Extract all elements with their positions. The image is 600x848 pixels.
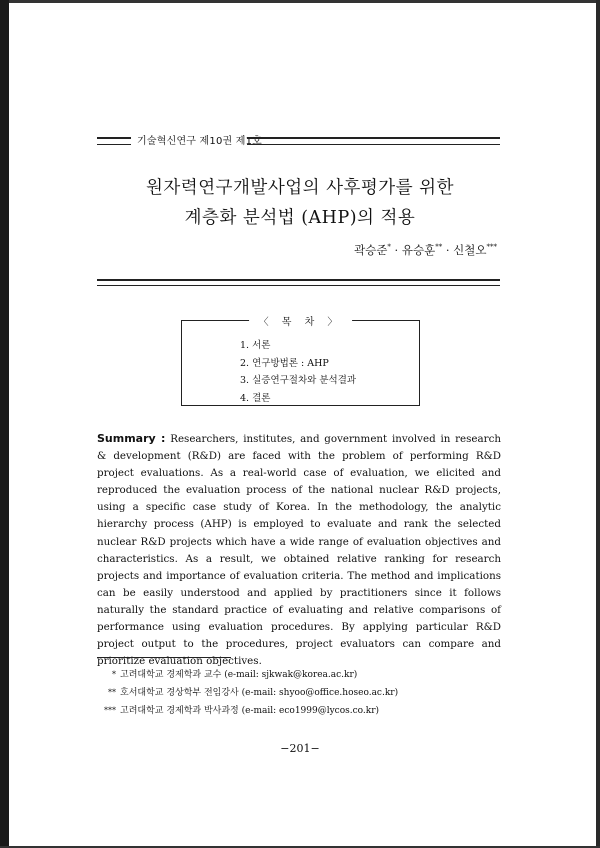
- footnote-text: 고려대학교 경제학과 교수 (e-mail: sjkwak@korea.ac.kr): [120, 670, 358, 680]
- header-rule-left: [97, 137, 131, 145]
- toc-item: 1. 서론: [240, 340, 271, 351]
- author-list: [354, 242, 497, 258]
- footnote-mark: *: [112, 670, 116, 679]
- abstract-label: Summary :: [97, 432, 166, 445]
- author-separator: ·: [390, 243, 402, 257]
- footnote-mark: **: [108, 688, 116, 697]
- scan-border-left: [0, 0, 9, 848]
- scan-border-right: [596, 0, 600, 848]
- header-rule-right: [247, 137, 500, 145]
- footnote-mark: ***: [104, 706, 116, 715]
- author-mark: **: [435, 243, 443, 251]
- toc-item: 3. 실증연구절차와 분석결과: [240, 375, 357, 386]
- running-header: [97, 130, 500, 150]
- footnote: [100, 684, 398, 702]
- toc-item: 4. 결론: [240, 392, 271, 404]
- journal-name: 기술혁신연구 제10권 제1호: [137, 136, 263, 147]
- paper-title-line-1: 원자력연구개발사업의 사후평가를 위한: [145, 178, 454, 198]
- footnote-rule: [97, 657, 231, 658]
- abstract-text: Researchers, institutes, and government involved in research & development (R&D) are faced with the problem of performing R&D project evaluations. As a real-world case of evaluation, we elicited and reproduced the evaluation process of the national nuclear R&D projects, using a specific case study of Korea. In the methodology, the analytic hierarchy process (AHP) is employed to evaluate and rank the selected nuclear R&D projects which have a wide range of evaluation objectives and characteristics. As a result, we obtained relative ranking for research projects and importance of evaluation criteria. The method and implications can be easily understood and applied by practitioners since it follows naturally the standard practice of evaluating and relative comparisons of performance using evaluation procedures. By applying particular R&D project output to the procedures, project evaluators can compare and prioritize evaluation objectives.: [97, 433, 501, 668]
- author-name: 신철오: [453, 243, 487, 257]
- footnote-text: 호서대학교 경상학부 전임강사 (e-mail: shyoo@office.hoseo.ac.kr): [120, 688, 399, 698]
- author-separator: ·: [442, 243, 454, 257]
- footnote-text: 고려대학교 경제학과 박사과정 (e-mail: eco1999@lycos.co.kr): [120, 706, 380, 716]
- abstract: [97, 430, 501, 670]
- footnote: [100, 666, 398, 684]
- footnote: [100, 702, 398, 720]
- footnotes: [100, 666, 398, 720]
- author-name: 곽승준: [354, 243, 388, 257]
- title-rule: [97, 279, 500, 286]
- author-name: 유승훈: [401, 243, 436, 257]
- author-mark: ***: [486, 243, 497, 251]
- toc-item: 2. 연구방법론 : AHP: [240, 357, 329, 369]
- author-mark: *: [387, 243, 391, 251]
- page-number: −201−: [280, 742, 320, 755]
- scan-border-top: [0, 0, 600, 3]
- paper-title-line-2: 계층화 분석법 (AHP)의 적용: [184, 208, 416, 228]
- toc-heading: 〈 목 차 〉: [249, 313, 353, 328]
- toc-list: [240, 337, 356, 407]
